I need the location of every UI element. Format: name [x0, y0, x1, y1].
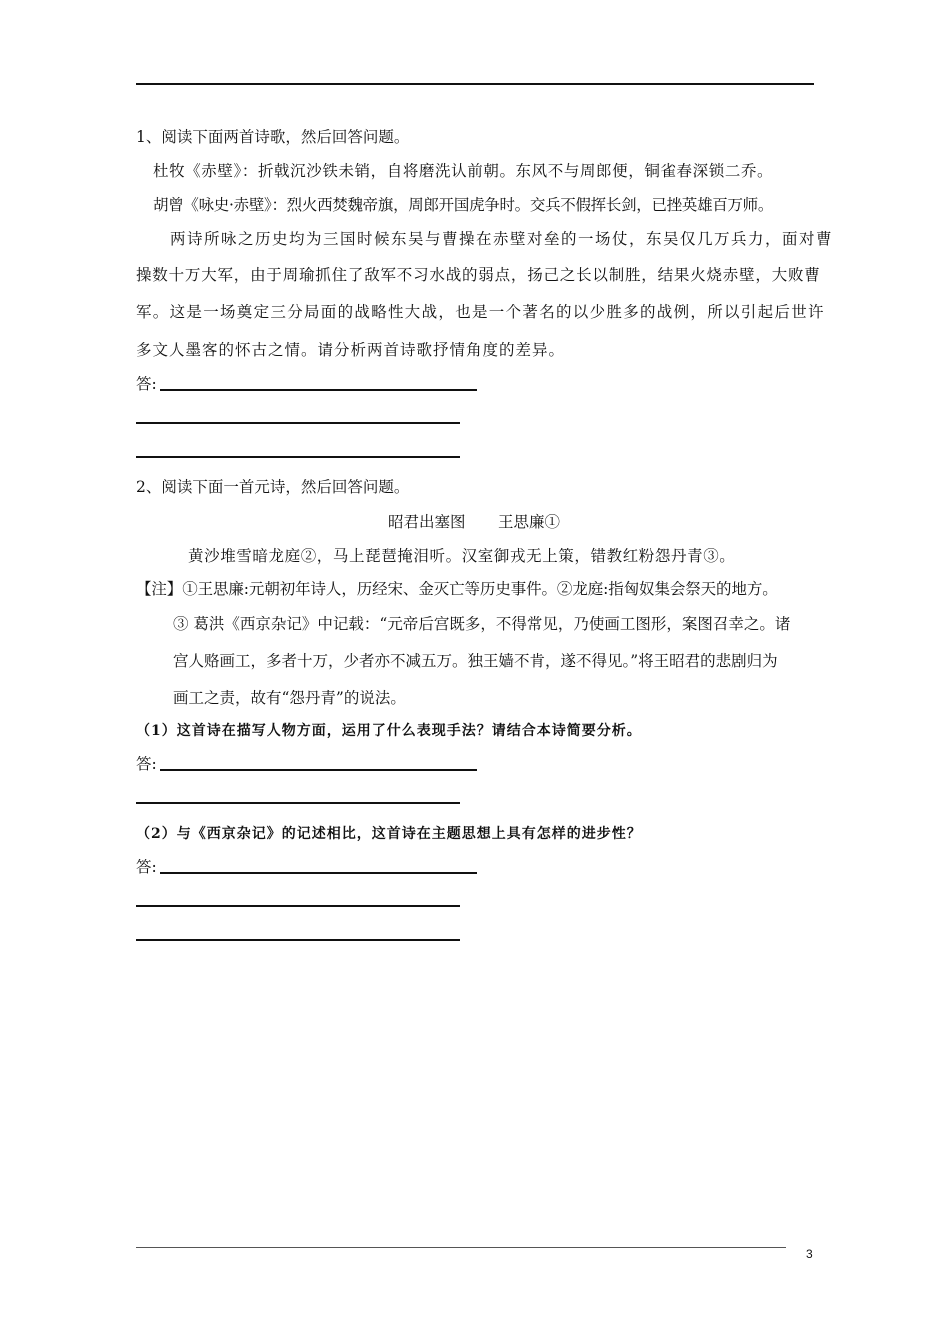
q2-poem-title: 昭君出塞图 — [388, 513, 466, 531]
q1-heading: 1、阅读下面两首诗歌，然后回答问题。 — [136, 128, 410, 146]
q1-answer-line[interactable] — [160, 389, 477, 391]
q2-answer-label-1: 答: — [136, 755, 157, 773]
q1-answer-line[interactable] — [136, 422, 460, 424]
q2-sub-question-1: （1）这首诗在描写人物方面，运用了什么表现手法？请结合本诗简要分析。 — [136, 723, 642, 739]
q1-poem-huzeng: 胡曾《咏史·赤壁》：烈火西焚魏帝旗，周郎开国虎争时。交兵不假挥长剑，已挫英雄百万师。 — [153, 196, 774, 214]
q2-answer-line[interactable] — [136, 802, 460, 804]
q1-paragraph-line: 多文人墨客的怀古之情。请分析两首诗歌抒情角度的差异。 — [136, 341, 566, 359]
q1-paragraph-line: 军。这是一场奠定三分局面的战略性大战，也是一个著名的以少胜多的战例，所以引起后世许 — [136, 303, 825, 321]
q1-poem-dumu: 杜牧《赤壁》：折戟沉沙铁未销，自将磨洗认前朝。东风不与周郎便，铜雀春深锁二乔。 — [153, 162, 774, 180]
q2-answer-line[interactable] — [160, 769, 477, 771]
footer-rule — [136, 1247, 786, 1248]
q2-poem-body: 黄沙堆雪暗龙庭②，马上琵琶掩泪听。汉室御戎无上策，错教红粉怨丹青③。 — [188, 547, 736, 565]
header-rule — [136, 83, 814, 85]
q1-answer-label: 答: — [136, 375, 157, 393]
q2-note-line: 画工之责，故有“怨丹青”的说法。 — [173, 689, 406, 707]
q1-paragraph-line: 两诗所咏之历史均为三国时候东吴与曹操在赤壁对垒的一场仗，东吴仅几万兵力，面对曹 — [170, 230, 834, 248]
q2-answer-label-2: 答: — [136, 858, 157, 876]
q2-heading: 2、阅读下面一首元诗，然后回答问题。 — [136, 478, 410, 496]
q2-answer-line[interactable] — [136, 905, 460, 907]
q1-answer-line[interactable] — [136, 456, 460, 458]
page-number: 3 — [806, 1247, 813, 1261]
q2-poem-author: 王思廉① — [498, 513, 561, 531]
q1-paragraph-line: 操数十万大军，由于周瑜抓住了敌军不习水战的弱点，扬己之长以制胜，结果火烧赤壁，大败曹 — [136, 266, 821, 284]
q2-sub-question-2: （2）与《西京杂记》的记述相比，这首诗在主题思想上具有怎样的进步性？ — [136, 826, 642, 842]
q2-answer-line[interactable] — [160, 872, 477, 874]
q2-note-line: ③ 葛洪《西京杂记》中记载：“元帝后宫既多，不得常见，乃使画工图形，案图召幸之。诸 — [173, 615, 791, 633]
q2-note-line: 【注】①王思廉:元朝初年诗人，历经宋、金灭亡等历史事件。②龙庭:指匈奴集会祭天的地方。 — [136, 580, 778, 598]
q2-answer-line[interactable] — [136, 939, 460, 941]
q2-note-line: 宫人赂画工，多者十万，少者亦不减五万。独王嫱不肯，遂不得见。”将王昭君的悲剧归为 — [173, 652, 778, 670]
